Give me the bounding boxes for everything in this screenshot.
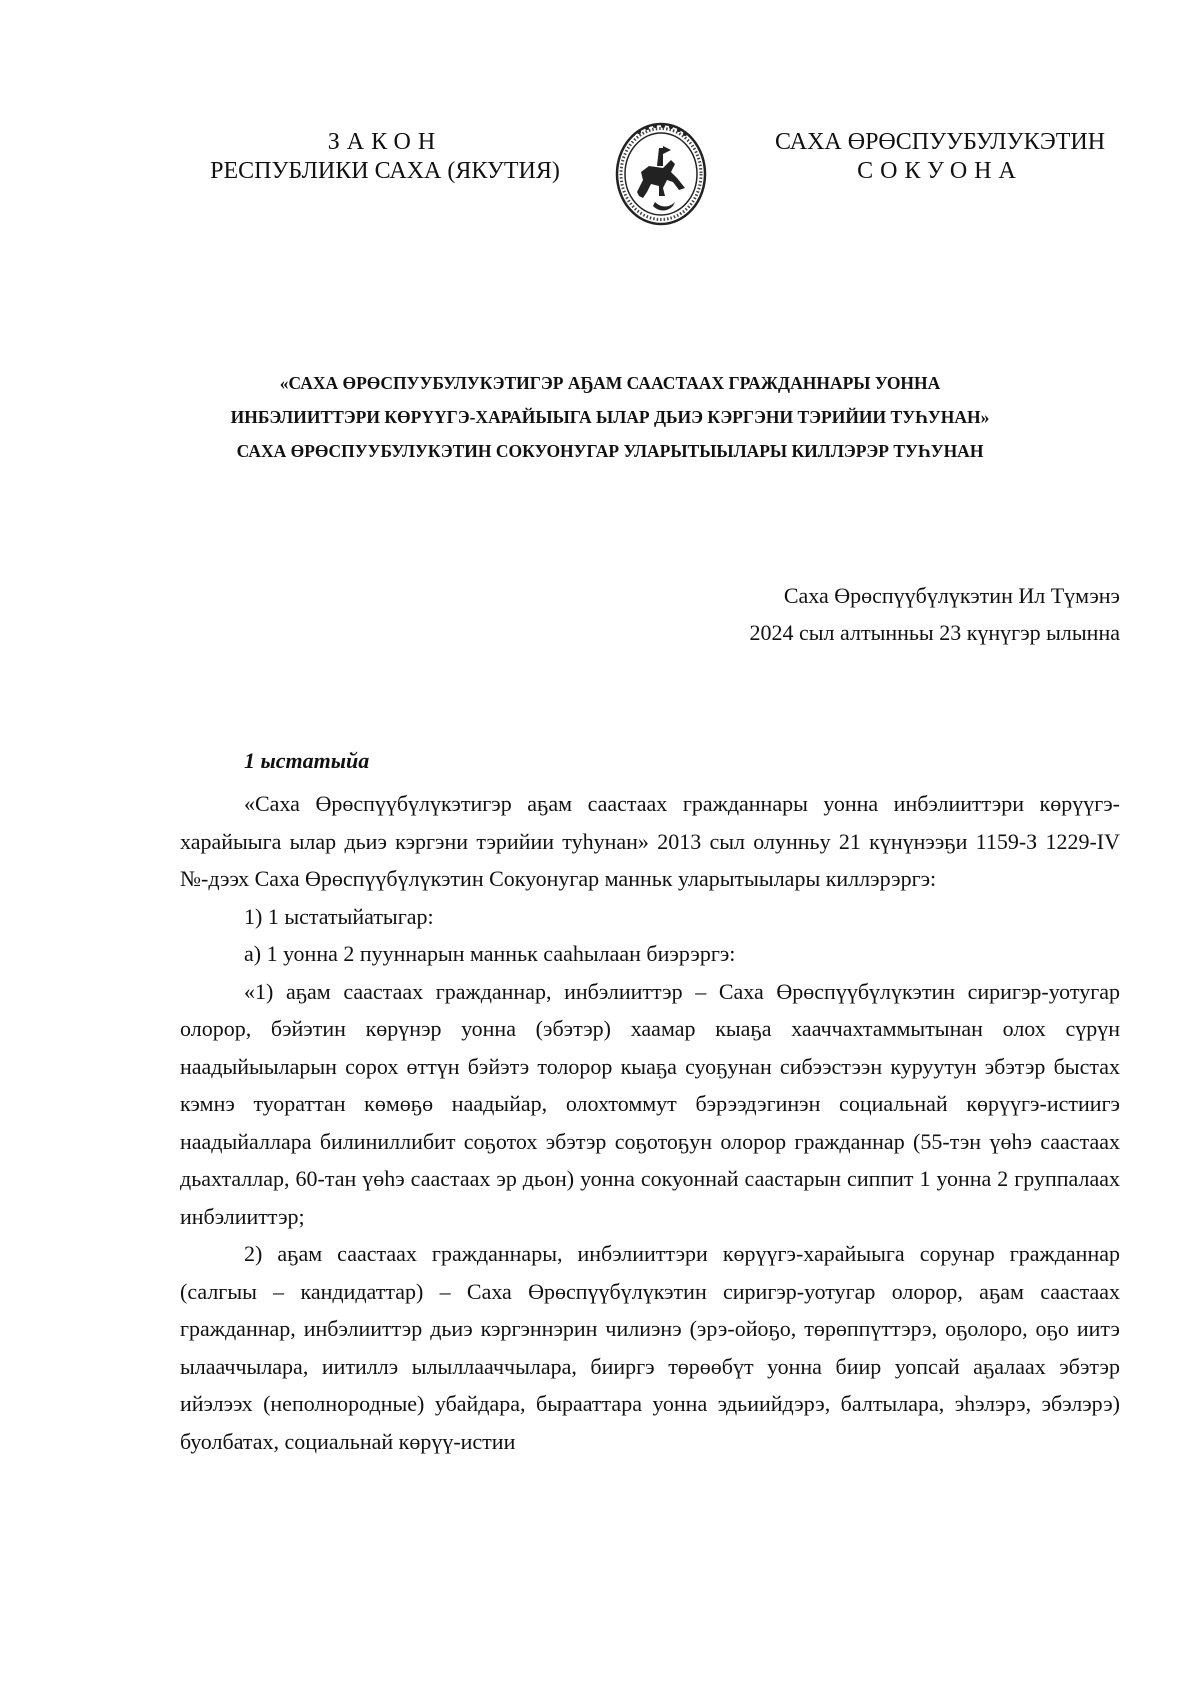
header-law-ru — [210, 128, 560, 186]
article-body — [180, 785, 1120, 1460]
paragraph: «Саха Өрөспүүбүлүкэтигэр аҕам саастаах гражданнары уонна инбэлииттэри көрүүгэ-харайыыга ылар дьиэ кэргэни тэрийии туһунан» 2013 сыл олунньу 21 күнүнээҕи 1159-З 1229-IV №-дээх Саха Өрөспүүбүлүкэтин Сокуонугар манньк уларытыылары киллэрэргэ: — [180, 791, 1120, 891]
adopting-body: Саха Өрөспүүбүлүкэтин Ил Түмэнэ — [783, 583, 1120, 608]
paragraph: «1) аҕам саастаах гражданнар, инбэлииттэр – Саха Өрөспүүбүлүкэтин сиригэр-уотугар олорор, бэйэтин көрүнэр уонна (эбэтэр) хаамар кыаҕа хааччахтаммытынан олох сүрүн наадыйыыларын сорох өттүн бэйэтэ толорор кыаҕа суоҕунан сибээстээн куруутун эбэтэр быстах кэмнэ туораттан көмөҕө наадыйар, олохтоммут бэрээдэгинэн социальнай көрүүгэ-истиигэ наадыйаллара билиниллибит соҕотох эбэтэр соҕотоҕун олорор гражданнар (55-тэн үөһэ саастаах дьахталлар, 60-тан үөһэ саастаах эр дьон) уонна сокуоннай саастарын сиппит 1 уонна 2 группалаах инбэлииттэр; — [180, 978, 1120, 1229]
title-line3: САХА ӨРӨСПУУБУЛУКЭТИН СОКУОНУГАР УЛАРЫТЫЫЛАРЫ КИЛЛЭРЭР ТУҺУНАН — [236, 441, 984, 461]
header-right-line1: САХА ӨРӨСПУУБУЛУКЭТИН — [774, 129, 1106, 155]
paragraph: 1) 1 ыстатыйатыгар: — [244, 903, 434, 929]
header-right-line2: СОКУОНА — [857, 158, 1023, 184]
title-line2: ИНБЭЛИИТТЭРИ КӨРҮҮГЭ-ХАРАЙЫЫГА ЫЛАР ДЬИЭ КЭРГЭНИ ТЭРИЙИИ ТУҺУНАН» — [230, 407, 990, 427]
article-heading: 1 ыстатыйа — [244, 748, 370, 773]
paragraph: а) 1 уонна 2 пууннарын манньк сааһылаан биэрэргэ: — [244, 941, 736, 966]
title-line1: «САХА ӨРӨСПУУБУЛУКЭТИГЭР АҔАМ СААСТААХ ГРАЖДАННАРЫ УОННА — [279, 373, 941, 393]
law-title — [150, 366, 1070, 468]
paragraph: 2) аҕам саастаах гражданнары, инбэлииттэри көрүүгэ-харайыыга сорунар гражданнар (салгыы – кандидаттар) – Саха Өрөспүүбүлүкэтин сиригэр-уотугар олорор, аҕам саастаах гражданнар, инбэлииттэр дьиэ кэргэннэрин чилиэнэ (эрэ-ойоҕо, төрөппүттэрэ, оҕолоро, оҕо иитэ ылааччылара, иитиллэ ылыллааччылара, бииргэ төрөөбүт уонна биир уопсай аҕалаах эбэтэр ийэлээх (неполнородные) убайдара, бырааттара уонна эдьиийдэрэ, балтылара, эһэлэрэ, эбэлэрэ) буолбатах, социальнай көрүү-истии — [180, 1241, 1120, 1454]
header-left-line1: ЗАКОН — [327, 129, 443, 155]
republic-emblem-icon — [613, 118, 709, 228]
header-left-line2: РЕСПУБЛИКИ САХА (ЯКУТИЯ) — [210, 158, 560, 184]
adoption-block — [750, 577, 1121, 651]
adoption-date: 2024 сыл алтынньы 23 күнүгэр ылынна — [749, 620, 1120, 645]
header-law-sakha — [760, 128, 1120, 186]
